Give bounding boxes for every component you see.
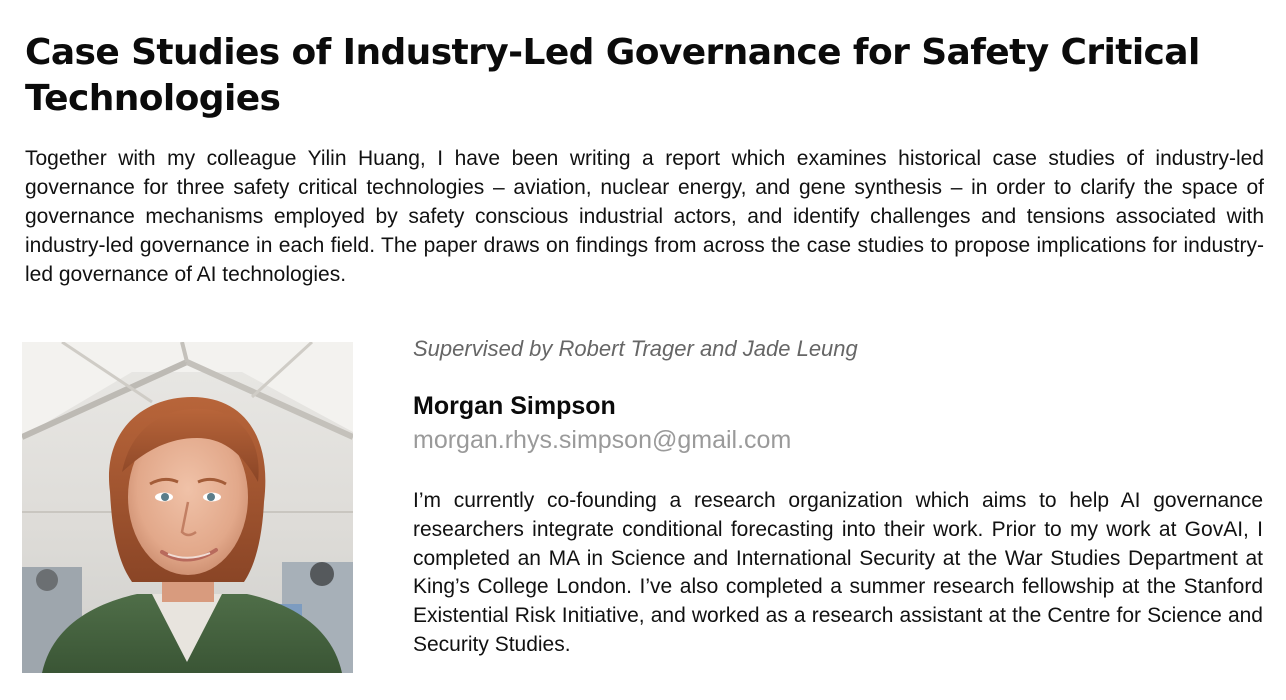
profile-photo	[22, 342, 353, 673]
supervisors-note: Supervised by Robert Trager and Jade Leung	[413, 336, 858, 361]
intro-paragraph: Together with my colleague Yilin Huang, I have been writing a report which examines historical case studies of industry-led governance for three safety critical technologies – aviation, nuclear energy, and gene synthesis – in order to clarify the space of governance mechanisms employed by safety conscious industrial actors, and identify challenges and tensions associated with industry-led governance in each field. The paper draws on findings from across the case studies to propose implications for industry-led governance of AI technologies.	[25, 147, 1264, 286]
bio-paragraph: I’m currently co-founding a research organization which aims to help AI governance researchers integrate conditional forecasting into their work. Prior to my work at GovAI, I completed an MA in Science and International Security at the War Studies Department at King’s College London. I’ve also completed a summer research fellowship at the Stanford Existential Risk Initiative, and worked as a research assistant at the Centre for Science and Security Studies.	[413, 489, 1263, 656]
email-link[interactable]: morgan.rhys.simpson@gmail.com	[413, 426, 792, 454]
person-name: Morgan Simpson	[413, 392, 616, 420]
page-title: Case Studies of Industry-Led Governance for Safety Critical Technologies	[25, 32, 1200, 119]
